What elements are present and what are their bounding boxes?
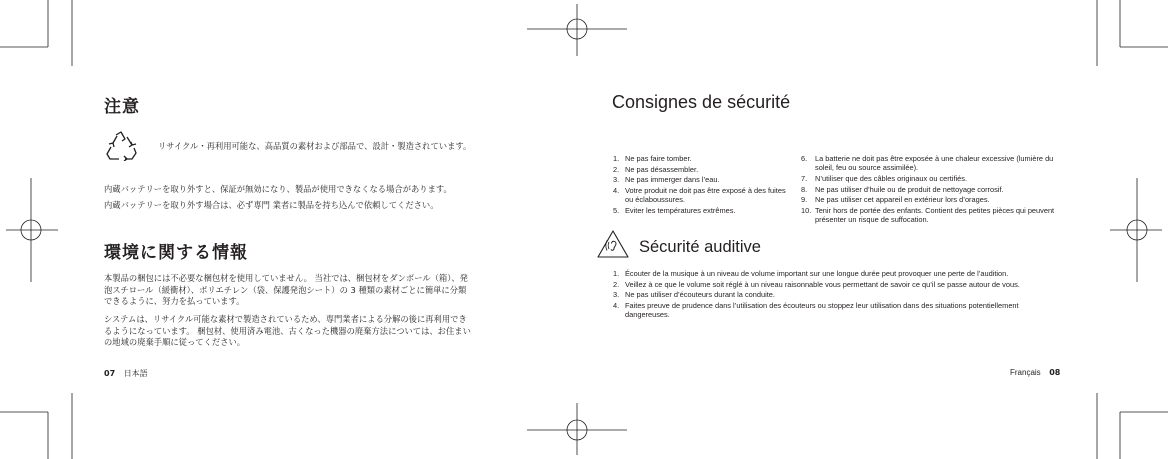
list-item-text: La batterie ne doit pas être exposée à une chaleur excessive (lumière du soleil, feu ou source assimilée). [815,154,1054,173]
recycle-icon [105,131,139,161]
hearing-list [613,269,1063,321]
text-line: の地域の廃棄手順に従ってください。 [104,337,246,347]
list-item-number: 1. [613,154,620,163]
list-item-number: 3. [613,175,620,185]
right-folio [1010,368,1060,377]
list-item [801,195,1063,204]
list-item-number: 5. [613,205,620,215]
list-item-number: 4. [613,300,620,310]
left-folio [104,368,148,379]
page-language: Français [1010,368,1041,377]
list-item-text: Ne pas désassembler. [625,164,699,174]
text-line: システムは、リサイクル可能な素材で製造されているため、専門業者による分解の後に再利用でき [104,314,467,324]
list-item-number: 3. [613,290,620,300]
list-item [613,165,791,174]
list-item-number: 2. [613,164,620,174]
list-item-number: 2. [613,279,620,289]
environment-paragraph-2 [104,314,471,349]
environment-paragraph-1 [104,273,468,308]
list-item [801,154,1063,173]
list-item [613,186,791,205]
list-item-text: Ne pas immerger dans l’eau. [625,175,720,185]
battery-line: 内蔵バッテリーを取り外すと、保証が無効になり、製品が使用できなくなる場合があります。 [104,184,452,194]
text-line: 泡スチロール（緩衝材）、ポリエチレン（袋、保護発泡シート）の 3 種類の素材ごとに簡単に分類 [104,284,467,295]
safety-title: Consignes de sécurité [612,92,791,112]
hearing-warning-icon [596,229,630,259]
environment-title: 環境に関する情報 [104,243,248,263]
list-item [613,301,1063,320]
text-line: できるように、努力を払っています。 [104,296,245,306]
safety-list-column-1 [613,154,791,216]
text-line: 本製品の梱包には不必要な梱包材を使用していません。 当社では、梱包材をダンボール（箱）、発 [104,273,468,283]
list-item-number: 4. [613,185,620,195]
list-item-number: 8. [801,184,808,194]
list-item [801,174,1063,183]
list-item-number: 6. [801,154,808,163]
caution-title: 注意 [104,97,140,117]
list-item-text: Ne pas utiliser d’huile ou de produit de nettoyage corrosif. [815,184,1004,194]
registration-mark-icon [1110,178,1162,282]
list-item-text: Écouter de la musique à un niveau de volume important sur une longue durée peut provoquer une perte de l’audition. [625,269,1009,278]
battery-notice [104,184,452,211]
list-item-number: 10. [801,205,812,215]
list-item [613,154,791,163]
list-item-text: Veillez à ce que le volume soit réglé à un niveau raisonnable vous permettant de savoir ce qu’il se passe autour de vous. [625,279,1020,289]
recycle-statement: リサイクル・再利用可能な、高品質の素材および部品で、設計・製造されています。 [158,141,472,151]
hearing-title: Sécurité auditive [639,238,761,256]
list-item-number: 9. [801,195,808,205]
battery-line: 内蔵バッテリーを取り外す場合は、必ず専門 業者に製品を持ち込んで依頼してください。 [104,199,439,210]
list-item [613,269,1063,278]
list-item-number: 7. [801,174,808,183]
registration-mark-icon [527,403,627,455]
list-item-text: Tenir hors de portée des enfants. Contient des petites pièces qui peuvent présenter un risque de suffocation. [815,205,1055,225]
list-item-text: Faites preuve de prudence dans l’utilisation des écouteurs ou stoppez leur utilisation dans des situations potentiellement dangereuses. [625,300,1019,320]
page-language: 日本語 [123,369,148,378]
list-item-text: Votre produit ne doit pas être exposé à des fuites ou éclaboussures. [625,185,786,205]
list-item [613,280,1063,289]
list-item [613,175,791,184]
list-item [613,206,791,215]
registration-mark-icon [527,4,627,56]
list-item-text: N’utiliser que des câbles originaux ou certifiés. [815,174,967,183]
list-item-number: 1. [613,269,620,278]
list-item [801,206,1063,225]
page-number: 08 [1049,368,1061,377]
list-item-text: Ne pas utiliser cet appareil en extérieur lors d’orages. [815,195,990,205]
text-line: るようになっています。 梱包材、使用済み電池、古くなった機器の廃棄方法については、お住まい [104,325,471,336]
list-item [801,185,1063,194]
registration-mark-icon [6,178,58,282]
list-item [613,290,1063,299]
page-number: 07 [104,369,116,378]
list-item-text: Ne pas faire tomber. [625,154,692,163]
list-item-text: Ne pas utiliser d’écouteurs durant la conduite. [625,290,775,300]
safety-list-column-2 [801,154,1063,226]
list-item-text: Eviter les températures extrêmes. [625,205,736,215]
